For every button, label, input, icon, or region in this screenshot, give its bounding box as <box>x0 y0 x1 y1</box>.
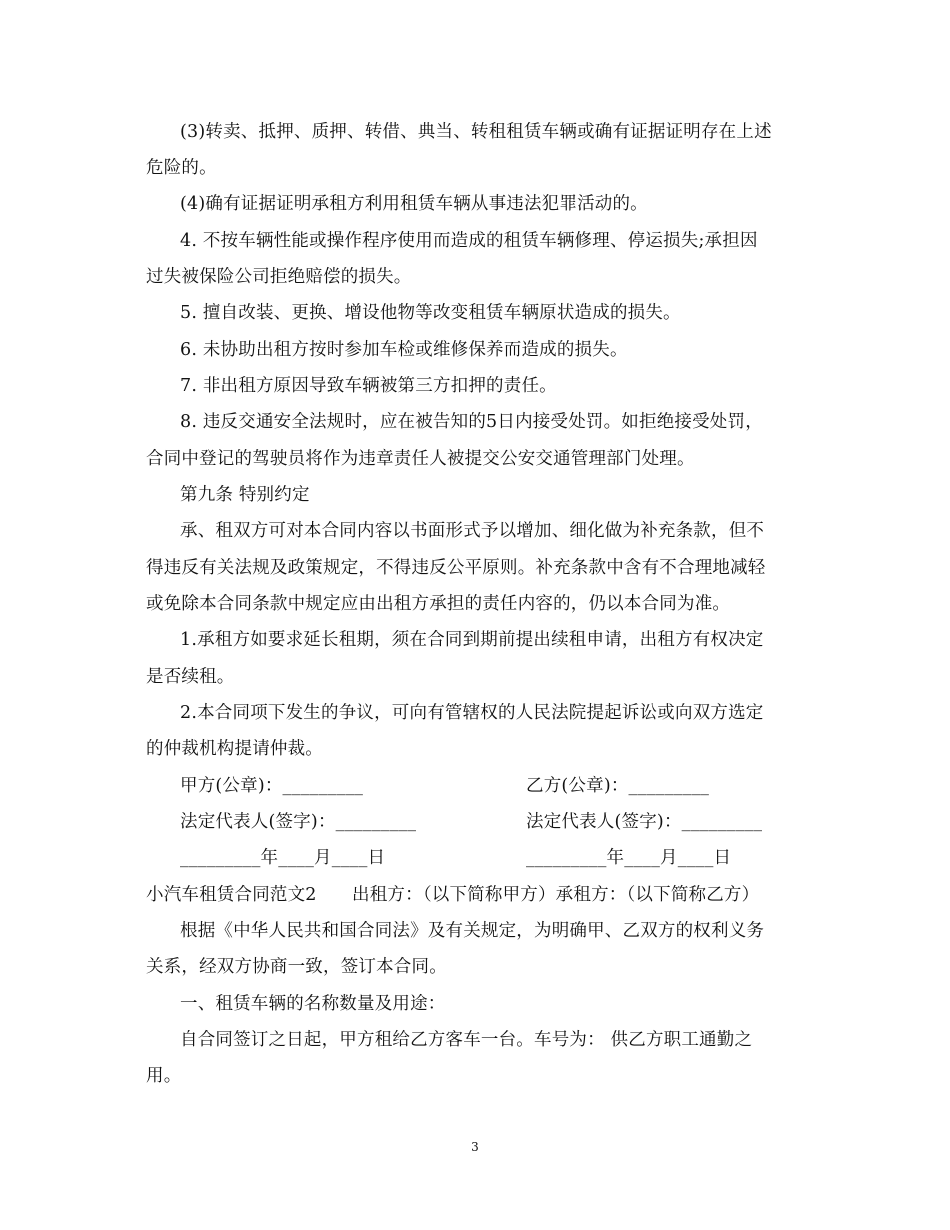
article-9-para-line-1: 承、租双方可对本合同内容以书面形式予以增加、细化做为补充条款，但不 <box>180 521 765 541</box>
item-4-line-1: 4. 不按车辆性能或操作程序使用而造成的租赁车辆修理、停运损失;承担因 <box>180 231 758 251</box>
section-1-line-1: 自合同签订之日起，甲方租给乙方客车一台。车号为： 供乙方职工通勤之 <box>180 1030 753 1050</box>
party-b-representative: 法定代表人(签字)：_________ <box>526 812 763 832</box>
clause-3-line-1: (3)转卖、抵押、质押、转借、典当、转租租赁车辆或确有证据证明存在上述 <box>180 122 772 142</box>
item-5: 5. 擅自改装、更换、增设他物等改变租赁车辆原状造成的损失。 <box>180 303 681 323</box>
contract-2-title: 小汽车租赁合同范文2 出租方：（以下简称甲方）承租方：（以下简称乙方） <box>146 885 760 905</box>
preamble-line-1: 根据《中华人民共和国合同法》及有关规定，为明确甲、乙双方的权利义务 <box>180 921 765 941</box>
party-b-date: _________年____月____日 <box>526 848 732 868</box>
preamble-line-2: 关系，经双方协商一致，签订本合同。 <box>146 957 447 977</box>
renewal-line-1: 1.承租方如要求延长租期，须在合同到期前提出续租申请，出租方有权决定 <box>180 630 764 650</box>
dispute-line-1: 2.本合同项下发生的争议，可向有管辖权的人民法院提起诉讼或向双方选定 <box>180 703 764 723</box>
party-a-representative: 法定代表人(签字)：_________ <box>180 812 417 832</box>
article-9-para-line-2: 得违反有关法规及政策规定，不得违反公平原则。补充条款中含有不合理地减轻 <box>146 558 766 578</box>
clause-4-paren: (4)确有证据证明承租方利用租赁车辆从事违法犯罪活动的。 <box>180 194 648 214</box>
item-4-line-2: 过失被保险公司拒绝赔偿的损失。 <box>146 267 412 287</box>
article-9-para-line-3: 或免除本合同条款中规定应由出租方承担的责任内容的，仍以本合同为准。 <box>146 594 731 614</box>
party-a-date: _________年____月____日 <box>180 848 386 868</box>
dispute-line-2: 的仲裁机构提请仲裁。 <box>146 739 323 759</box>
party-b-seal: 乙方(公章)：_________ <box>526 776 710 796</box>
article-9-heading: 第九条 特别约定 <box>180 485 310 505</box>
item-8-line-1: 8. 违反交通安全法规时，应在被告知的5日内接受处罚。如拒绝接受处罚， <box>180 412 763 432</box>
clause-3-line-2: 危险的。 <box>146 158 217 178</box>
renewal-line-2: 是否续租。 <box>146 667 235 687</box>
item-8-line-2: 合同中登记的驾驶员将作为违章责任人被提交公安交通管理部门处理。 <box>146 449 695 469</box>
section-1-line-2: 用。 <box>146 1066 182 1086</box>
item-7: 7. 非出租方原因导致车辆被第三方扣押的责任。 <box>180 376 557 396</box>
party-a-seal: 甲方(公章)：_________ <box>180 776 364 796</box>
section-1-heading: 一、租赁车辆的名称数量及用途： <box>180 994 446 1014</box>
item-6: 6. 未协助出租方按时参加车检或维修保养而造成的损失。 <box>180 340 628 360</box>
page-number: 3 <box>471 1140 479 1154</box>
